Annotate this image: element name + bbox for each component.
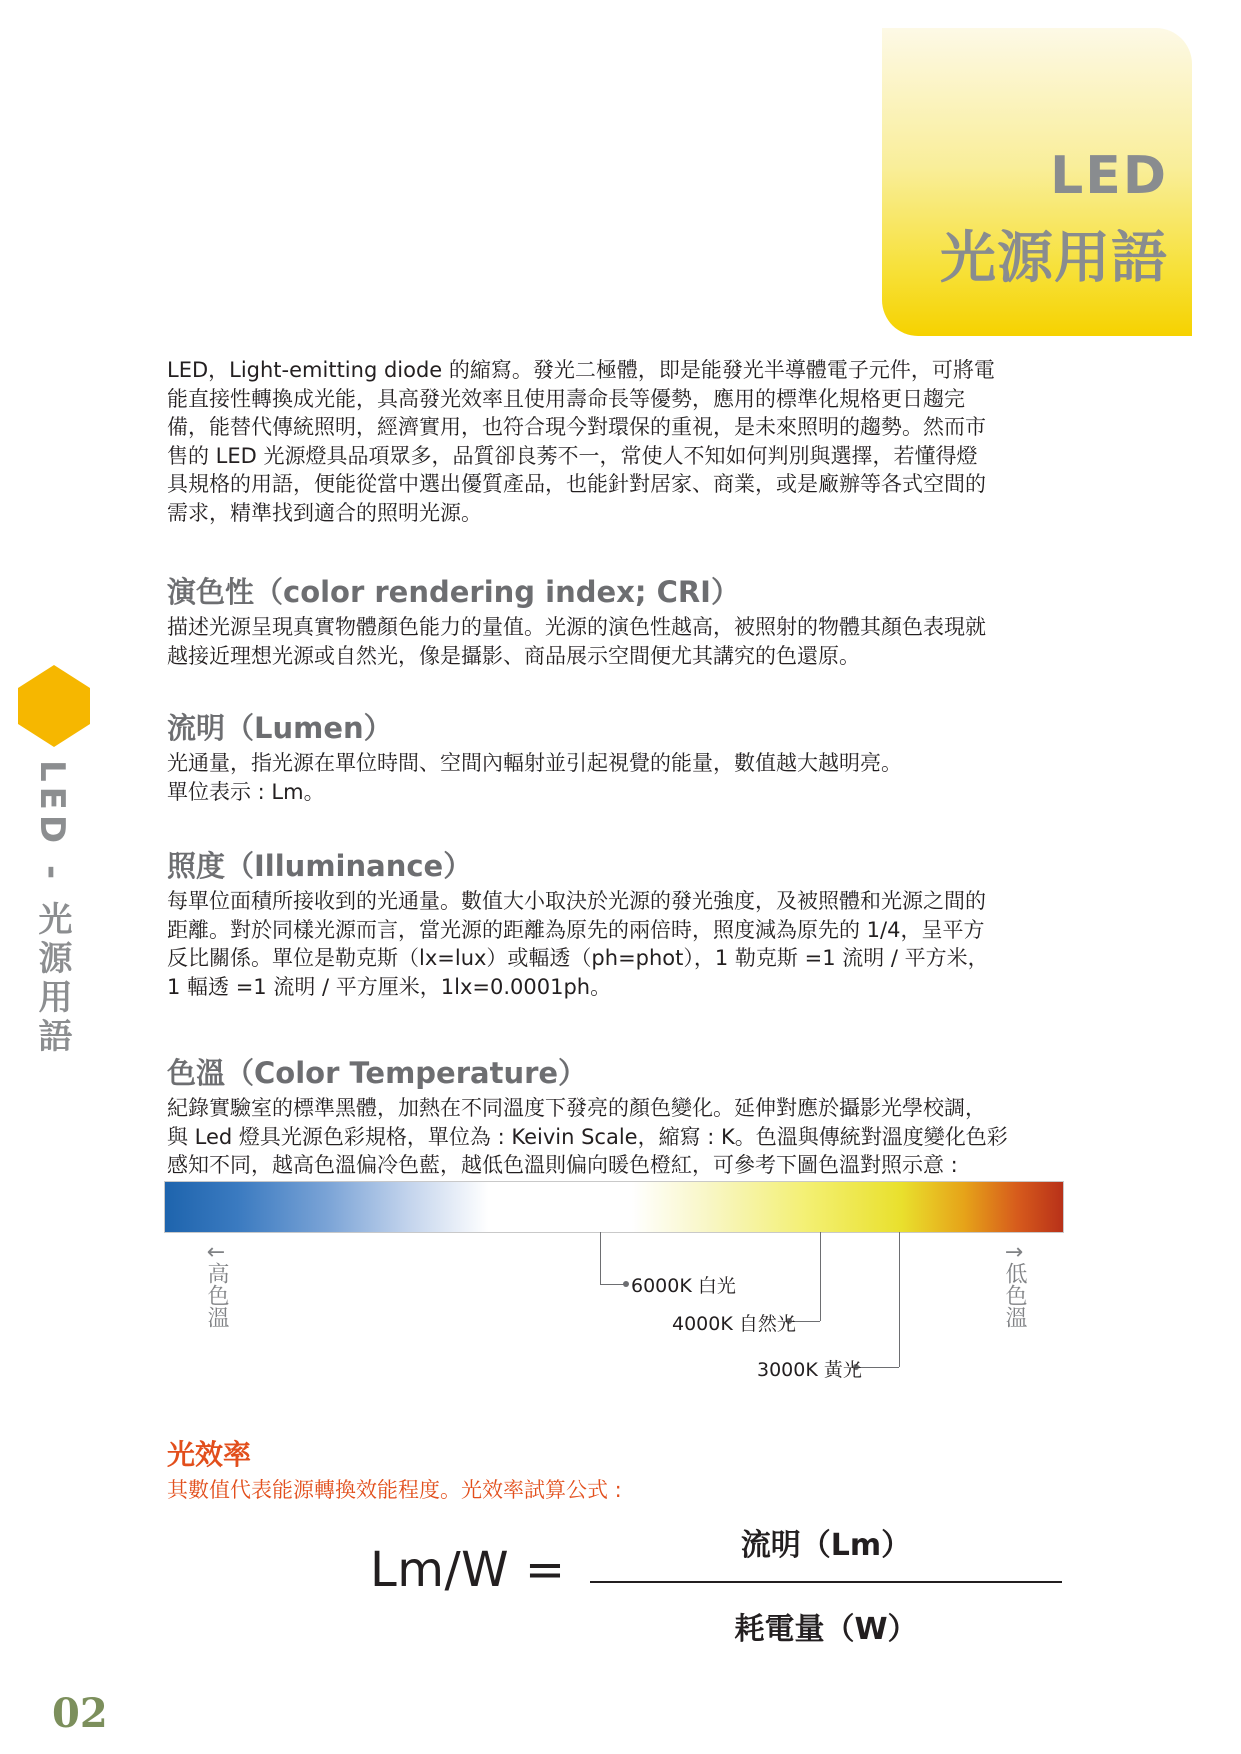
intro-line: 需求，精準找到適合的照明光源。 bbox=[167, 500, 482, 525]
section-line: 單位表示 : Lm。 bbox=[167, 779, 325, 804]
section-line: 感知不同，越高色溫偏冷色藍，越低色溫則偏向暖色橙紅，可參考下圖色溫對照示意 : bbox=[167, 1153, 958, 1177]
marker-label-6000k: 6000K 白光 bbox=[631, 1275, 736, 1297]
section-efficacy bbox=[167, 1437, 1066, 1504]
page-number: 02 bbox=[52, 1690, 108, 1737]
section-line: 紀錄實驗室的標準黑體，加熱在不同溫度下發亮的顏色變化。延伸對應於攝影光學校調， bbox=[167, 1096, 986, 1120]
left-arrow-icon: ← bbox=[206, 1240, 226, 1265]
section-line: 越接近理想光源或自然光，像是攝影、商品展示空間便尤其講究的色還原。 bbox=[167, 643, 860, 668]
intro-line: LED，Light-emitting diode 的縮寫。發光二極體，即是能發光半導體電子元件，可將電 bbox=[167, 358, 995, 382]
marker-label-3000k: 3000K 黃光 bbox=[757, 1359, 862, 1381]
marker-line-4000k bbox=[820, 1232, 821, 1321]
marker-line-6000k bbox=[600, 1232, 601, 1284]
section-line: 反比關係。單位是勒克斯（lx=lux）或輻透（ph=phot），1 勒克斯 =1 流明 / 平方米， bbox=[167, 946, 989, 970]
marker-label-4000k: 4000K 自然光 bbox=[672, 1313, 796, 1335]
page-title-en: LED bbox=[1050, 146, 1168, 206]
section-line: 距離。對於同樣光源而言，當光源的距離為原先的兩倍時，照度減為原先的 1/4，呈平方 bbox=[167, 917, 985, 942]
section-line: 每單位面積所接收到的光通量。數值大小取決於光源的發光強度，及被照體和光源之間的 bbox=[167, 889, 986, 913]
hexagon-decoration bbox=[18, 665, 90, 747]
section-line: 其數值代表能源轉換效能程度。光效率試算公式 : bbox=[167, 1478, 622, 1502]
low-temp-label: 低色溫 bbox=[1002, 1262, 1027, 1328]
section-color-temperature bbox=[167, 1055, 1066, 1180]
title-tab bbox=[882, 28, 1192, 336]
marker-dot-6000k bbox=[623, 1281, 629, 1287]
formula-fraction-line bbox=[590, 1581, 1062, 1583]
intro-line: 售的 LED 光源燈具品項眾多，品質卻良莠不一，常使人不知如何判別與選擇，若懂得燈 bbox=[167, 443, 978, 468]
intro-line: 能直接性轉換成光能，具高發光效率且使用壽命長等優勢，應用的標準化規格更日趨完 bbox=[167, 386, 965, 411]
section-line: 描述光源呈現真實物體顏色能力的量值。光源的演色性越高，被照射的物體其顏色表現就 bbox=[167, 615, 986, 639]
intro-paragraph bbox=[167, 356, 1066, 527]
formula-numerator: 流明（Lm） bbox=[740, 1528, 912, 1563]
section-heading: 演色性（color rendering index; CRI） bbox=[167, 575, 740, 609]
page-title-zh: 光源用語 bbox=[940, 226, 1168, 291]
section-heading: 照度（Illuminance） bbox=[167, 849, 473, 883]
intro-line: 備，能替代傳統照明，經濟實用，也符合現今對環保的重視，是未來照明的趨勢。然而市 bbox=[167, 415, 986, 439]
section-line: 與 Led 燈具光源色彩規格，單位為 : Keivin Scale，縮寫 : K。色溫與傳統對溫度變化色彩 bbox=[167, 1124, 1008, 1149]
section-lumen bbox=[167, 710, 1066, 806]
right-arrow-icon: → bbox=[1004, 1240, 1024, 1265]
section-line: 1 輻透 =1 流明 / 平方厘米，1lx=0.0001ph。 bbox=[167, 974, 612, 999]
formula-left: Lm/W = bbox=[370, 1542, 566, 1598]
section-cri bbox=[167, 574, 1066, 670]
section-heading: 流明（Lumen） bbox=[167, 711, 393, 745]
section-illuminance bbox=[167, 848, 1066, 1001]
high-temp-label: 高色溫 bbox=[204, 1262, 229, 1328]
marker-connector-3000k bbox=[858, 1367, 899, 1368]
section-heading: 光效率 bbox=[167, 1438, 252, 1471]
marker-line-3000k bbox=[899, 1232, 900, 1367]
formula-denominator: 耗電量（W） bbox=[734, 1612, 918, 1647]
side-title: LED - 光源用語 bbox=[32, 760, 72, 1057]
section-line: 光通量，指光源在單位時間、空間內輻射並引起視覺的能量，數值越大越明亮。 bbox=[167, 751, 902, 775]
color-temperature-bar bbox=[165, 1182, 1063, 1232]
intro-line: 具規格的用語，便能從當中選出優質產品，也能針對居家、商業，或是廠辦等各式空間的 bbox=[167, 472, 986, 496]
section-heading: 色溫（Color Temperature） bbox=[167, 1056, 588, 1090]
